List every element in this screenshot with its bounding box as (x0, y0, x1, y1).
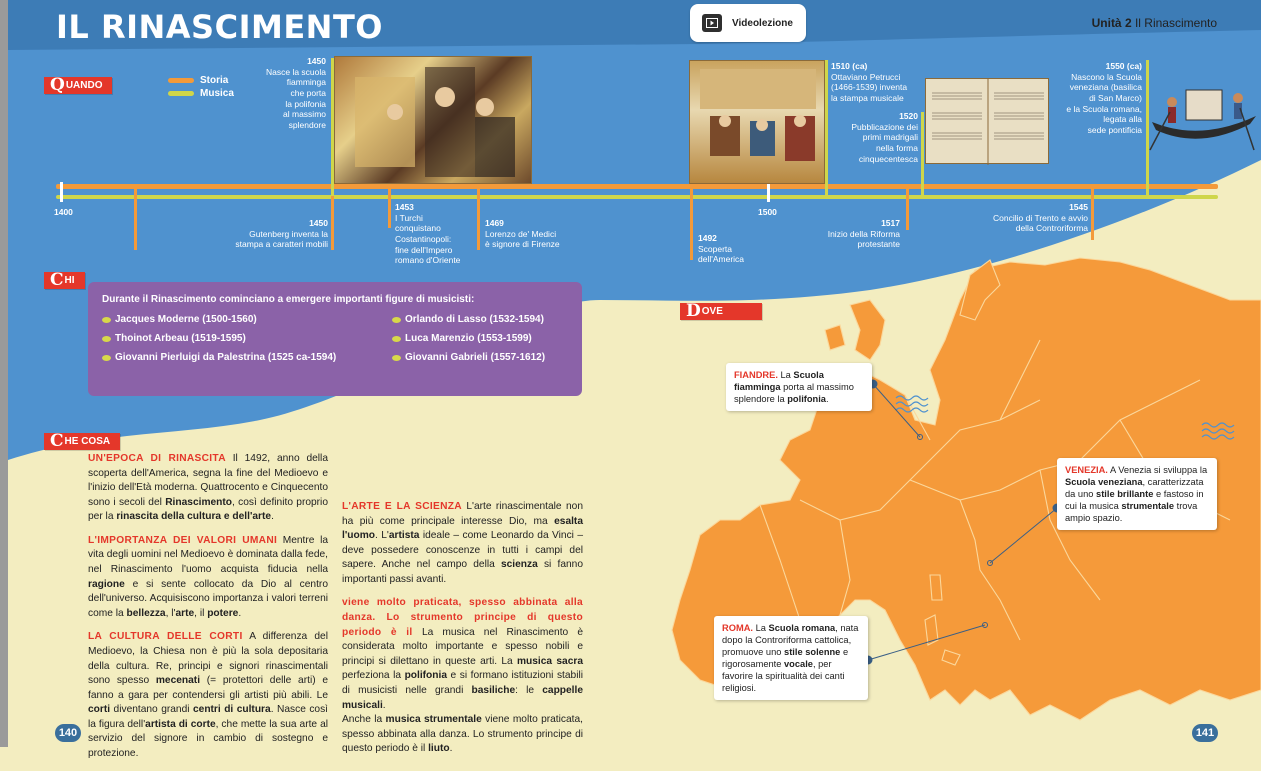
legend-history: Storia (168, 75, 228, 86)
tick-1500: 1500 (758, 207, 777, 217)
unit-label (1092, 16, 1217, 30)
event-1545-controriforma: 1545 Concilio di Trento e avvio della Controriforma (993, 202, 1088, 234)
musician-item: Giovanni Pierluigi da Palestrina (1525 ca-1594) (102, 352, 392, 363)
paragraph-musica: viene molto praticata, spesso abbinata alla danza. Lo strumento principe di questo periodo è il La musica nel Rinascimento è considerata molto importante e spesso nobili e principi si dilettano in queste arti. La musica sacra perfeziona la polifonia e si formano istituzioni stabili di musicisti nelle grandi basiliche: le cappelle musicali. Anche la musica strumentale viene molto praticata, spesso abbinata alla danza. Lo strumento principe di questo periodo è il liuto. (342, 597, 584, 755)
event-1492-america: 1492 Scoperta dell'America (698, 233, 745, 265)
paragraph-arte-scienza: L'ARTE E LA SCIENZA L'arte rinascimentale non ha più come principale interesse Dio, ma esalta l'uomo. L'artista ideale – come Leonardo da Vinci – deve possedere conoscenze in tutti i campi del sapere. Anche nel campo della scienza si fanno importanti passi avanti. (342, 501, 583, 585)
text-column-left (88, 452, 328, 771)
venetian-gondola-image (1150, 72, 1258, 154)
section-tag-dove: D OVE (680, 303, 762, 320)
event-1517-riforma: 1517 Inizio della Riforma protestante (827, 218, 900, 250)
madrigal-score-image (925, 78, 1049, 164)
page-title: IL RINASCIMENTO (56, 8, 383, 46)
musician-item: Giovanni Gabrieli (1557-1612) (392, 352, 572, 363)
unit-title: Il Rinascimento (1134, 16, 1217, 30)
event-1550-scuole: 1550 (ca) Nascono la Scuola veneziana (basilica di San Marco) e la Scuola romana, legata alla sede pontificia (1066, 61, 1142, 135)
event-1510-petrucci: 1510 (ca) Ottaviano Petrucci (1466-1539) inventa la stampa musicale (831, 61, 908, 103)
musician-item: Orlando di Lasso (1532-1594) (392, 314, 572, 325)
videolezione-button[interactable] (690, 4, 806, 42)
callout-venezia: VENEZIA. A Venezia si sviluppa la Scuola veneziana, caratterizzata da uno stile brillante e fastoso in cui la musica strumentale trova ampio spazio. (1057, 458, 1217, 530)
event-1520-madrigali: 1520 Pubblicazione dei primi madrigali nella forma cinquecentesca (851, 111, 918, 164)
section-tag-che-cosa: C HE COSA (44, 433, 120, 450)
callout-fiandre: FIANDRE. La Scuola fiamminga porta al massimo splendore la polifonia. (726, 363, 872, 411)
legend-music: Musica (168, 88, 234, 99)
chi-musicians-box (88, 282, 582, 396)
page-number-right: 141 (1192, 724, 1218, 742)
page-number-left: 140 (55, 724, 81, 742)
section-tag-quando: Q UANDO (44, 77, 112, 94)
event-1469-medici: 1469 Lorenzo de' Medici è signore di Firenze (485, 218, 560, 250)
text-column-right (342, 500, 583, 757)
petrucci-printing-image (689, 60, 825, 184)
musician-item: Thoinot Arbeau (1519-1595) (102, 333, 392, 344)
paragraph-valori-umani: L'IMPORTANZA DEI VALORI UMANI Mentre la vita degli uomini nel Medioevo è dominata dalla fede, nel Rinascimento l'uomo acquista fiducia nella ragione e si sente collocato da Dio al centro dell'universo. Acquisiscono importanza i valori terreni come la bellezza, l'arte, il potere. (88, 534, 328, 619)
paragraph-corti: LA CULTURA DELLE CORTI A differenza del Medioevo, la Chiesa non è più la sola depositaria della cultura. Re, principi e signori rinascimentali sono spesso mecenati (= protettori delle arti) e fanno a gara per contendersi gli artisti più abili. Le corti diventano grandi centri di cultura. Nasce così la figura dell'artista di corte, che mette la sua arte al servizio del signore in cambio di sostegno e protezione. (88, 631, 329, 759)
event-1450-gutenberg: 1450 Gutenberg inventa la stampa a caratteri mobili (235, 218, 328, 250)
musician-item: Luca Marenzio (1553-1599) (392, 333, 572, 344)
event-1453-costantinopoli: 1453 I Turchi conquistano Costantinopoli: fine dell'Impero romano d'Oriente (395, 202, 461, 266)
tick-1400: 1400 (54, 207, 73, 217)
videolezione-label: Videolezione (732, 17, 793, 29)
fiamminga-painting-image (334, 56, 532, 184)
chi-intro: Durante il Rinascimento cominciano a emergere importanti figure di musicisti: (102, 294, 475, 305)
unit-number: Unità 2 (1091, 16, 1132, 30)
play-video-icon (702, 14, 722, 32)
event-1450-fiamminga: 1450 Nasce la scuola fiamminga che porta la polifonia al massimo splendore (265, 56, 326, 130)
musician-item: Jacques Moderne (1500-1560) (102, 314, 392, 325)
callout-roma: ROMA. La Scuola romana, nata dopo la Controriforma cattolica, promuove uno stile solenne e rigorosamente vocale, per favorire la spiritualità dei canti religiosi. (714, 616, 868, 700)
section-tag-chi: C HI (44, 272, 85, 289)
musician-list (102, 314, 568, 363)
paragraph-rinascita: UN'EPOCA DI RINASCITA Il 1492, anno della scoperta dell'America, segna la fine del Medioevo e l'inizio dell'Età moderna. Quattrocento e Cinquecento sono i secoli del Rinascimento, così definito proprio per la rinascita della cultura e dell'arte. (88, 453, 328, 523)
